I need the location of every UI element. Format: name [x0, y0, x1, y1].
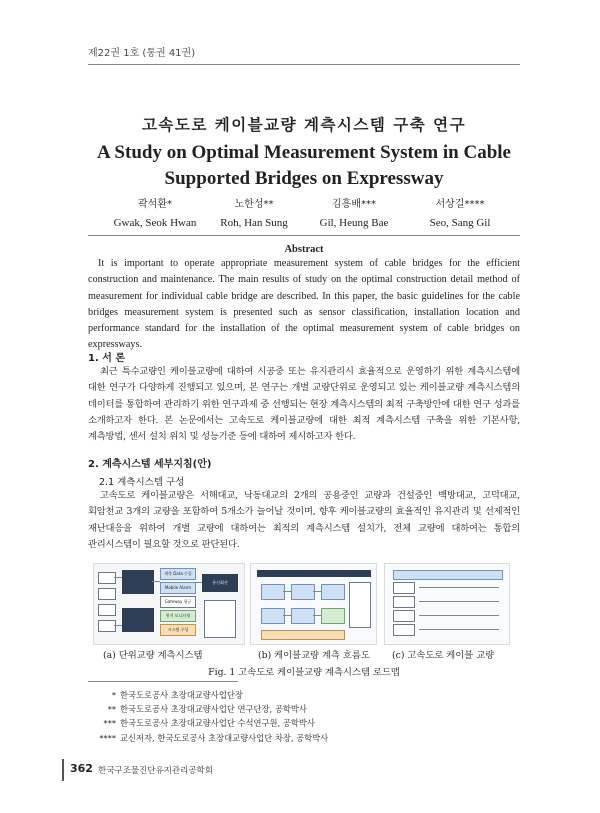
korean-title: 고속도로 케이블교량 계측시스템 구축 연구 — [141, 115, 467, 134]
bridge-row-line — [419, 615, 499, 616]
abstract-heading: Abstract — [284, 244, 324, 255]
flow-node — [261, 584, 285, 600]
footnote-mark: * — [111, 690, 116, 700]
page-number: 362 — [70, 762, 93, 775]
footnote — [88, 731, 328, 745]
data-logger-box — [122, 608, 154, 632]
connector-line — [283, 615, 291, 616]
figure-panel-a-image — [93, 563, 245, 645]
abstract-rule — [88, 235, 520, 236]
footnote-mark: **** — [99, 732, 116, 743]
author-english-name: Gwak, Seok Hwan — [113, 217, 197, 229]
footnote-text: 한국도로공사 초장대교량사업단 수석연구원, 공학박사 — [120, 718, 315, 729]
author-korean-name: 곽석환* — [138, 199, 172, 210]
bridge-thumbnail — [393, 624, 415, 636]
english-title-line1: A Study on Optimal Measurement System in Cable — [97, 142, 511, 163]
header-rule — [88, 64, 520, 65]
figure-panel-c-image — [384, 563, 510, 645]
bridge-thumbnail — [393, 596, 415, 608]
english-title-line2: Supported Bridges on Expressway — [164, 168, 444, 189]
flow-node — [321, 584, 345, 600]
diagram-label-box: 계측 Data 수집 — [160, 568, 196, 580]
bridge-row-line — [419, 601, 499, 602]
author-korean-name: 서상길**** — [435, 199, 485, 210]
figure-caption-c: (c) 고속도로 케이블 교량 — [392, 650, 495, 661]
bridge-row-line — [419, 587, 499, 588]
bridge-thumbnail — [393, 610, 415, 622]
connector-line — [114, 625, 122, 626]
data-logger-box — [122, 570, 154, 594]
author-4 — [400, 196, 520, 232]
footnote-rule — [88, 681, 238, 682]
figure-caption-a: (a) 단위교량 계측시스템 — [103, 650, 203, 661]
diagram-label-box: Mobile Alarm — [160, 582, 196, 594]
footnote — [88, 716, 328, 730]
footnote-text: 한국도로공사 초장대교량사업단장 — [120, 690, 243, 700]
footnotes — [88, 688, 328, 745]
author-english-name: Gil, Heung Bae — [319, 217, 389, 229]
section-2-heading: 2. 계측시스템 세부지침(안) — [88, 459, 212, 470]
abstract-body: It is important to operate appropriate measurement system of cable bridges for the efficient construction and maintenance. The main results of study on the optimal construction detail method of measurement for individual cable bridge are described. In this paper, the basic guidelines for the cable bridges measurement system is presented such as sensor classification, installation location and performance standard for the installation of the optimal measurement system of cable bridges on expressways. — [88, 258, 520, 351]
footnote — [88, 702, 328, 716]
sensor-box — [98, 588, 116, 600]
page-number-bar — [62, 759, 64, 781]
flow-side-panel — [349, 582, 371, 628]
author-korean-name: 노한성** — [234, 199, 274, 210]
section-2-1-heading: 2.1 계측시스템 구성 — [99, 477, 185, 488]
sensor-box — [98, 620, 116, 632]
connector-line — [152, 581, 160, 582]
flow-footer-bar — [261, 630, 345, 640]
connector-line — [194, 582, 202, 583]
figure-panel-b-image — [250, 563, 377, 645]
flow-node — [321, 608, 345, 624]
bridge-thumbnail — [393, 582, 415, 594]
footnote — [88, 688, 328, 702]
section-2-1-body: 고속도로 케이블교량은 서해대교, 낙동대교의 2개의 공용중인 교량과 건설중인 백방대교, 고덕대교, 회암천교 3개의 교량을 포함하여 5개소가 늘어날 것이며, 향후 케이블교량의 효율적인 유지관리 및 선제적인 재난대응을 위하여 개별 교량에 대하여는 최적의 계측시스템 설치가, 전체 교량에 대하여는 통합의 관리시스템이 필요할 것으로 판단된다. — [88, 490, 520, 550]
author-korean-name: 김흥배*** — [332, 199, 376, 210]
flow-header-bar — [257, 570, 371, 577]
section-1-body: 최근 특수교량인 케이블교량에 대하여 시공중 또는 유지관리시 효율적으로 운영하기 위한 계측시스템에 대한 연구가 다양하게 진행되고 있으며, 본 연구는 개별 교량단위로 운영되고 있는 케이블교량 계측시스템의 데이터를 통합하여 관리하기 위한 연구과제 중 선행되는 현장 계측시스템의 최적 구축방안에 대한 연구 성과를 소개하고자 한다. 본 논문에서는 고속도로 케이블교량에 대한 최적 계측시스템 구축을 위한 기본사항, 계측방법, 센서 설치 위치 및 성능기준 등에 대하여 제시하고자 한다. — [88, 366, 520, 443]
connector-line — [114, 577, 122, 578]
flow-node — [261, 608, 285, 624]
figure-caption-b: (b) 케이블교량 계측 흐름도 — [258, 650, 370, 661]
server-box — [204, 600, 236, 638]
diagram-label-box: 원격 모니터링 — [160, 610, 196, 622]
flow-node — [291, 608, 315, 624]
footnote-text: 한국도로공사 초장대교량사업단 연구단장, 공학박사 — [120, 704, 307, 715]
footnote-mark: ** — [107, 704, 116, 715]
author-english-name: Roh, Han Sung — [220, 217, 288, 229]
connector-line — [313, 615, 321, 616]
journal-volume-header: 제22권 1호 (통권 41권) — [88, 48, 196, 59]
author-english-name: Seo, Sang Gil — [429, 217, 491, 229]
diagram-label-box: Gateway 평균 — [160, 596, 196, 608]
connector-line — [313, 591, 321, 592]
journal-name: 한국구조물진단유지관리공학회 — [98, 766, 213, 776]
diagram-label-box: 통신회선 — [202, 574, 238, 592]
english-title — [88, 140, 520, 192]
footnote-text: 교신저자, 한국도로공사 초장대교량사업단 차장, 공학박사 — [120, 732, 329, 743]
sensor-box — [98, 604, 116, 616]
sensor-box — [98, 572, 116, 584]
figure-title: Fig. 1 고속도로 케이블교량 계측시스템 로드맵 — [208, 667, 400, 678]
author-3 — [294, 196, 414, 232]
flow-node — [291, 584, 315, 600]
bridge-list-header — [393, 570, 503, 580]
footnote-mark: *** — [103, 718, 116, 729]
bridge-row-line — [419, 629, 499, 630]
diagram-label-box: 시스템 구성 — [160, 624, 196, 636]
section-1-heading: 1. 서 론 — [88, 353, 126, 364]
connector-line — [283, 591, 291, 592]
